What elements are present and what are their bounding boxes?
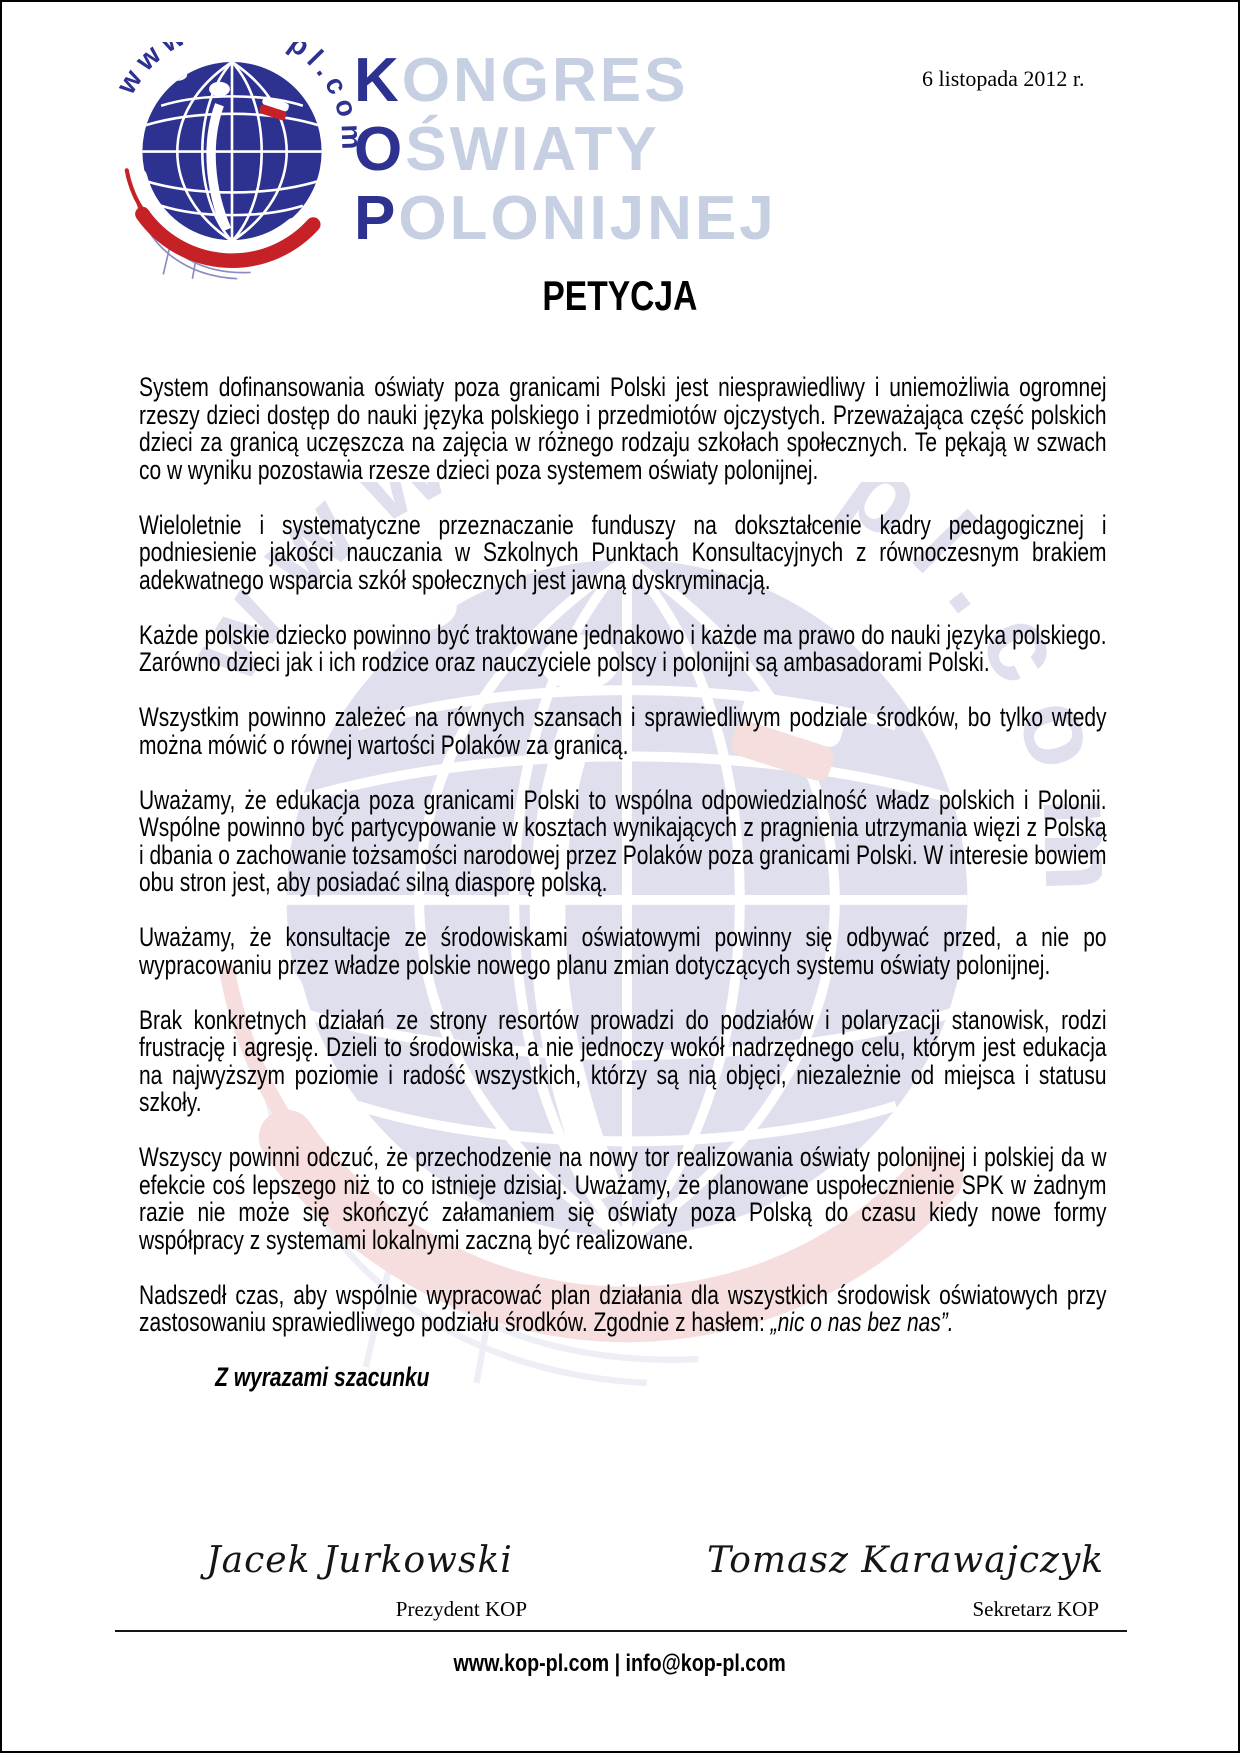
closing-salutation: Z wyrazami szacunku bbox=[215, 1362, 430, 1392]
wordmark-rest: ŚWIATY bbox=[405, 115, 660, 184]
org-wordmark bbox=[354, 46, 777, 253]
petition-body bbox=[139, 374, 1107, 1392]
document-date: 6 listopada 2012 r. bbox=[922, 66, 1085, 91]
signature-block-secretary bbox=[707, 1540, 1105, 1622]
kop-logo-icon bbox=[107, 42, 357, 282]
wordmark-initial: O bbox=[354, 115, 406, 184]
paragraph: Uważamy, że konsultacje ze środowiskami oświatowymi powinny się odbywać przed, a nie po wypracowaniu przez władze polskie nowego planu zmian dotyczących systemu oświaty polonijnej. bbox=[139, 922, 1107, 980]
paragraph bbox=[139, 1279, 1107, 1337]
paragraph: Każde polskie dziecko powinno być traktowane jednakowo i każde ma prawo do nauki języka polskiego. Zarówno dzieci jak i ich rodzice oraz nauczyciele polscy i polonijni są ambasadorami Polski. bbox=[139, 619, 1107, 677]
wordmark-rest: OLONIJNEJ bbox=[398, 184, 777, 253]
paragraph: Wszystkim powinno zależeć na równych szansach i sprawiedliwym podziale środków, bo tylko wtedy można mówić o równej wartości Polaków za granicą. bbox=[139, 702, 1107, 760]
signature-title-secretary: Sekretarz KOP bbox=[972, 1597, 1099, 1621]
signature-title-president: Prezydent KOP bbox=[395, 1597, 527, 1621]
page-title: PETYCJA bbox=[542, 272, 698, 319]
paragraph: Brak konkretnych działań ze strony resortów prowadzi do podziałów i polaryzacji stanowisk, rodzi frustrację i agresję. Dzieli to środowiska, a nie jednoczy wokół nadrzędnego celu, którym jest edukacja na najwyższym poziomie i radość wszystkich, którzy są nią objęci, niezależnie od miejsca i statusu szkoły. bbox=[139, 1004, 1107, 1117]
paragraph: System dofinansowania oświaty poza granicami Polski jest niesprawiedliwy i uniemożliwia ogromnej rzeszy dzieci dostęp do nauki języka polskiego i przedmiotów ojczystych. Przeważająca część polskich dzieci za granicą uczęszcza na zajęcia w różnego rodzaju szkołach społecznych. Te pękają w szwach co w wyniku pozostawia rzesze dzieci poza systemem oświaty polonijnej. bbox=[139, 372, 1107, 485]
signature-secretary: Tomasz Karawajczyk bbox=[707, 1540, 1105, 1581]
wordmark-line-2 bbox=[354, 115, 777, 184]
paragraph: Wszyscy powinni odczuć, że przechodzenie na nowy tor realizowania oświaty polonijnej i polskiej da w efekcie coś lepszego niż to co istnieje dzisiaj. Uważamy, że planowane uspołecznienie SPK w żadnym razie nie może się skończyć załamaniem się oświaty poza Polską do czasu kiedy nowe formy współpracy z systemami lokalnymi zaczną być realizowane. bbox=[139, 1142, 1107, 1255]
paragraph-text: Nadszedł czas, aby wspólnie wypracować plan działania dla wszystkich środowisk oświatowych przy zastosowaniu sprawiedliwego podziału środków. Zgodnie z hasłem: bbox=[139, 1279, 1107, 1337]
signature-block-president bbox=[192, 1540, 527, 1622]
paragraph: Uważamy, że edukacja poza granicami Polski to wspólna odpowiedzialność władz polskich i Polonii. Wspólne powinno być partycypowanie w kosztach wynikających z pragnienia utrzymania więzi z Polską i dbania o zachowanie tożsamości narodowej przez Polaków poza granicami Polski. W interesie bowiem obu stron jest, aby posiadać silną diasporę polską. bbox=[139, 784, 1107, 897]
wordmark-rest: ONGRES bbox=[401, 46, 689, 115]
footer-divider bbox=[115, 1630, 1127, 1632]
wordmark-initial: P bbox=[354, 184, 399, 253]
wordmark-initial: K bbox=[354, 46, 402, 115]
signature-president: Jacek Jurkowski bbox=[206, 1540, 513, 1581]
wordmark-line-1 bbox=[354, 46, 777, 115]
paragraph-motto: „nic o nas bez nas”. bbox=[770, 1307, 954, 1337]
paragraph: Wieloletnie i systematyczne przeznaczanie funduszy na dokształcenie kadry pedagogicznej i podniesienie jakości nauczania w Szkolnych Punktach Konsultacyjnych z równoczesnym brakiem adekwatnego wsparcia szkół społecznych jest jawną dyskryminacją. bbox=[139, 509, 1107, 595]
footer-contact: www.kop-pl.com | info@kop-pl.com bbox=[453, 1650, 787, 1677]
wordmark-line-3 bbox=[354, 184, 777, 253]
